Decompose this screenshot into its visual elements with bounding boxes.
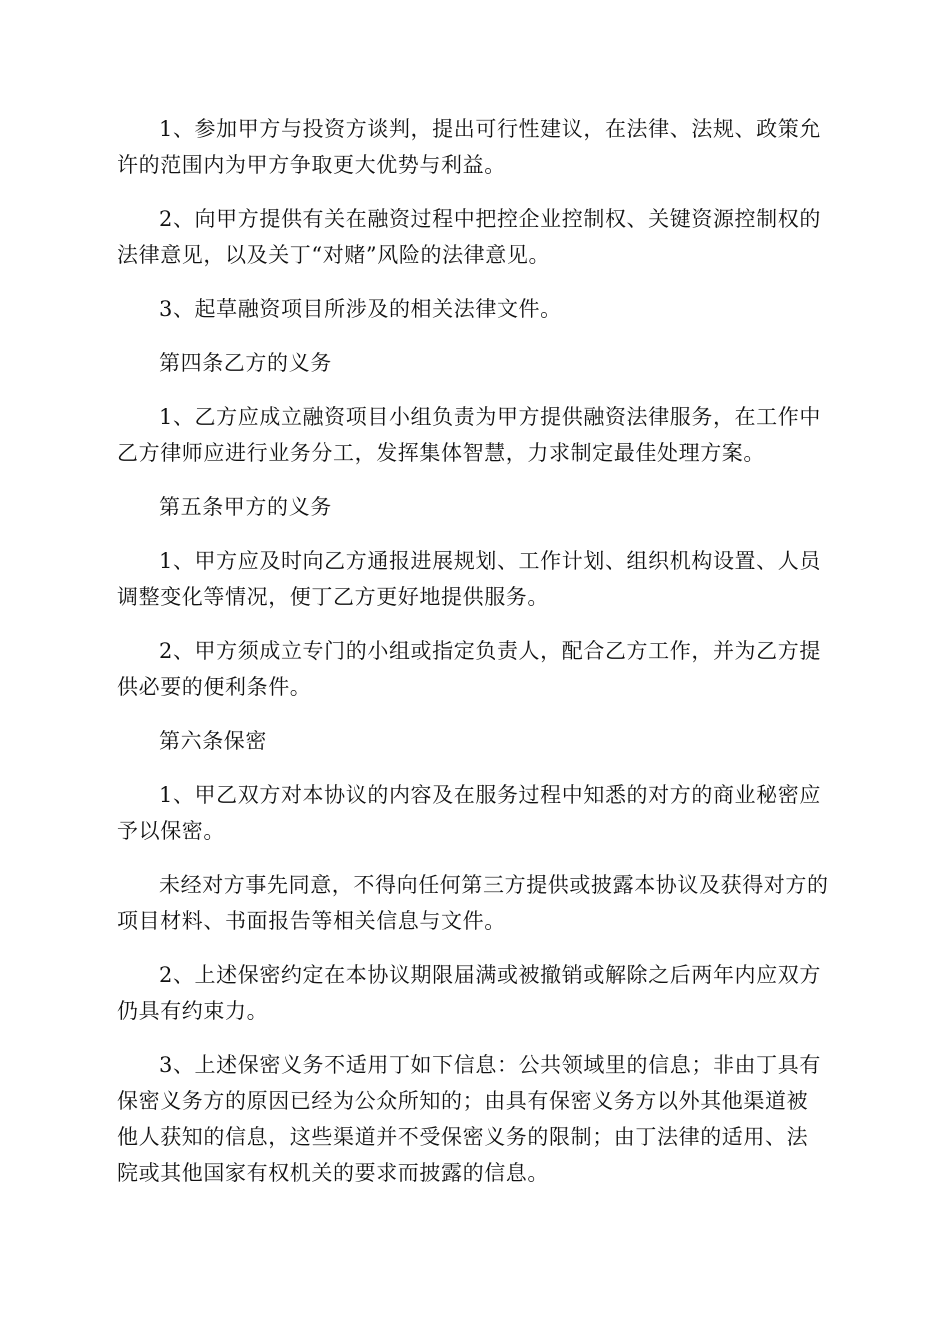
paragraph-3: 3、起草融资项目所涉及的相关法律文件。: [159, 297, 562, 321]
paragraph-8: 2、甲方须成立专门的小组或指定负责人，配合乙方工作，并为乙方提供必要的便利条件。: [117, 639, 821, 699]
paragraph-11: 未经对方事先同意，不得向任何第三方提供或披露本协议及获得对方的项目材料、书面报告等相关信息与文件。: [117, 873, 829, 933]
section-heading-4: 第四条乙方的义务: [159, 351, 332, 375]
paragraph-13: 3、上述保密义务不适用丁如下信息：公共领域里的信息；非由丁具有保密义务方的原因已经为公众所知的；由具有保密义务方以外其他渠道被他人获知的信息，这些渠道并不受保密义务的限制；由丁法律的适用、法院或其他国家有权机关的要求而披露的信息。: [117, 1053, 821, 1185]
section-heading-5: 第五条甲方的义务: [159, 495, 332, 519]
paragraph-12: 2、上述保密约定在本协议期限届满或被撤销或解除之后两年内应双方仍具有约束力。: [117, 963, 821, 1023]
section-heading-6: 第六条保密: [159, 729, 267, 753]
paragraph-10: 1、甲乙双方对本协议的内容及在服务过程中知悉的对方的商业秘密应予以保密。: [117, 783, 821, 843]
paragraph-7: 1、甲方应及时向乙方通报进展规划、工作计划、组织机构设置、人员调整变化等情况，便丁乙方更好地提供服务。: [117, 549, 821, 609]
paragraph-2: 2、向甲方提供有关在融资过程中把控企业控制权、关键资源控制权的法律意见，以及关丁“对赌”风险的法律意见。: [117, 207, 821, 267]
paragraph-1: 1、参加甲方与投资方谈判，提出可行性建议，在法律、法规、政策允许的范围内为甲方争取更大优势与利益。: [117, 117, 821, 177]
paragraph-5: 1、乙方应成立融资项目小组负责为甲方提供融资法律服务，在工作中乙方律师应进行业务分工，发挥集体智慧，力求制定最佳处理方案。: [117, 405, 821, 465]
